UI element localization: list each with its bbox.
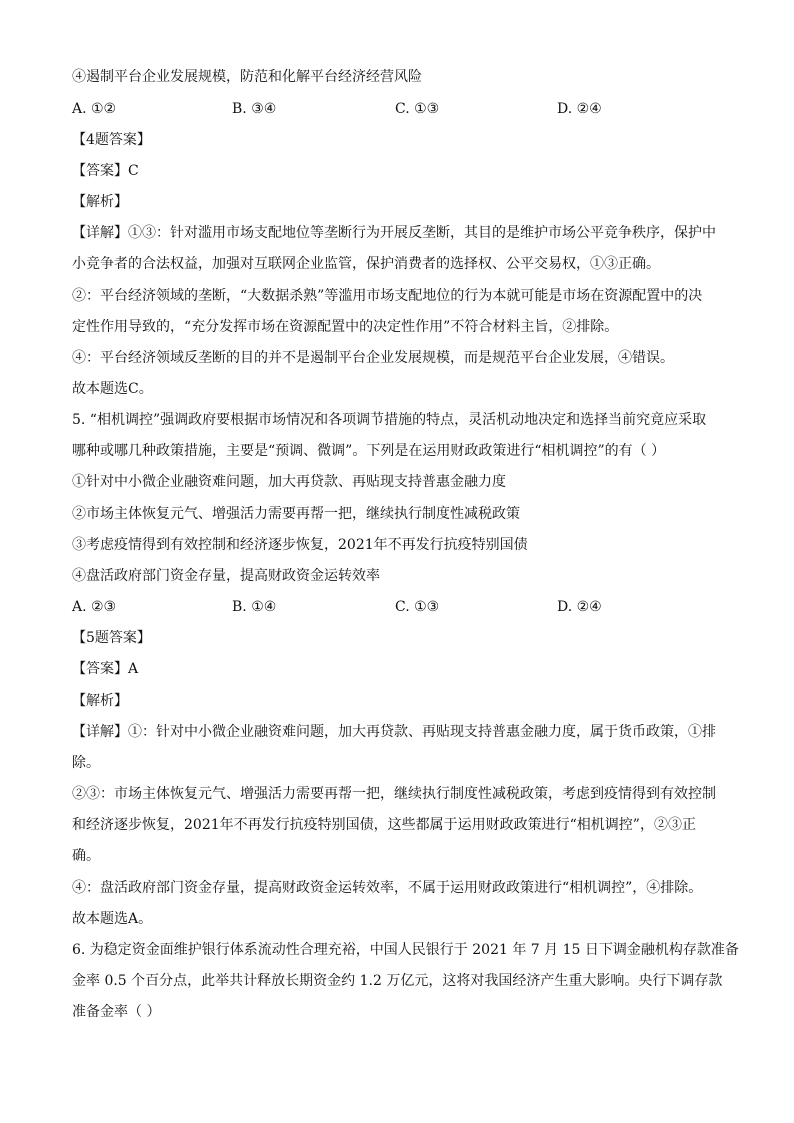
q5-detail-line-3: ②③：市场主体恢复元气、增强活力需要再帮一把，继续执行制度性减税政策，考虑到疫情得到有效控制 [72, 786, 716, 802]
q4-detail-line-1: 【详解】①③：针对滥用市场支配地位等垄断行为开展反垄断，其目的是维护市场公平竞争秩序，保护中 [72, 225, 716, 241]
q5-answer: 【答案】A [72, 661, 139, 677]
q5-detail-line-4: 和经济逐步恢复，2021年不再发行抗疫特别国债，这些都属于运用财政政策进行“相机调控”，②③正 [72, 817, 696, 833]
q5-option-c: C. ①③ [395, 599, 440, 615]
q4-analysis-label: 【解析】 [72, 194, 128, 210]
q5-item-4: ④盘活政府部门资金存量，提高财政资金运转效率 [72, 568, 380, 584]
q4-answer-header: 【4题答案】 [72, 132, 151, 148]
q4-detail-line-5: ④：平台经济领域反垄断的目的并不是遏制平台企业发展规模，而是规范平台企业发展，④错误。 [72, 350, 674, 366]
q5-option-d: D. ②④ [557, 599, 602, 615]
q5-answer-header: 【5题答案】 [72, 630, 151, 646]
q5-option-b: B. ①④ [232, 599, 277, 615]
q4-conclusion: 故本题选C。 [72, 381, 153, 397]
q5-item-1: ①针对中小微企业融资难问题，加大再贷款、再贴现支持普惠金融力度 [72, 474, 506, 490]
q6-stem-line-3: 准备金率（ ） [72, 1004, 161, 1020]
q5-item-3: ③考虑疫情得到有效控制和经济逐步恢复，2021年不再发行抗疫特别国债 [72, 537, 528, 553]
q5-stem-line-1: 5. “相机调控”强调政府要根据市场情况和各项调节措施的特点，灵活机动地决定和选择当前究竟应采取 [72, 412, 707, 428]
q5-detail-line-5: 确。 [72, 848, 100, 864]
q5-detail-line-6: ④：盘活政府部门资金存量，提高财政资金运转效率，不属于运用财政政策进行“相机调控”，④排除。 [72, 880, 703, 896]
q4-item-4: ④遏制平台企业发展规模，防范和化解平台经济经营风险 [72, 69, 422, 85]
q4-option-a: A. ①② [72, 101, 117, 117]
q6-stem-line-2: 金率 0.5 个百分点，此举共计释放长期资金约 1.2 万亿元，这将对我国经济产生重大影响。央行下调存款 [72, 973, 723, 989]
q5-stem-line-2: 哪种或哪几种政策措施，主要是“预调、微调”。下列是在运用财政政策进行“相机调控”的有（ ） [72, 443, 666, 459]
q6-stem-line-1: 6. 为稳定资金面维护银行体系流动性合理充裕，中国人民银行于 2021 年 7 月 15 日下调金融机构存款准备 [72, 942, 739, 958]
q4-option-b: B. ③④ [232, 101, 277, 117]
q5-item-2: ②市场主体恢复元气、增强活力需要再帮一把，继续执行制度性减税政策 [72, 506, 520, 522]
q4-detail-line-2: 小竞争者的合法权益，加强对互联网企业监管，保护消费者的选择权、公平交易权，①③正确。 [72, 256, 660, 272]
q5-conclusion: 故本题选A。 [72, 911, 153, 927]
q5-detail-line-1: 【详解】①：针对中小微企业融资难问题，加大再贷款、再贴现支持普惠金融力度，属于货币政策，①排 [72, 724, 716, 740]
q5-analysis-label: 【解析】 [72, 693, 128, 709]
q4-option-c: C. ①③ [395, 101, 440, 117]
q4-option-d: D. ②④ [557, 101, 602, 117]
q4-answer: 【答案】C [72, 163, 139, 179]
q5-option-a: A. ②③ [72, 599, 117, 615]
q5-detail-line-2: 除。 [72, 755, 100, 771]
q4-detail-line-3: ②：平台经济领域的垄断，“大数据杀熟”等滥用市场支配地位的行为本就可能是市场在资源配置中的决 [72, 288, 703, 304]
q4-detail-line-4: 定性作用导致的，“充分发挥市场在资源配置中的决定性作用”不符合材料主旨，②排除。 [72, 319, 619, 335]
